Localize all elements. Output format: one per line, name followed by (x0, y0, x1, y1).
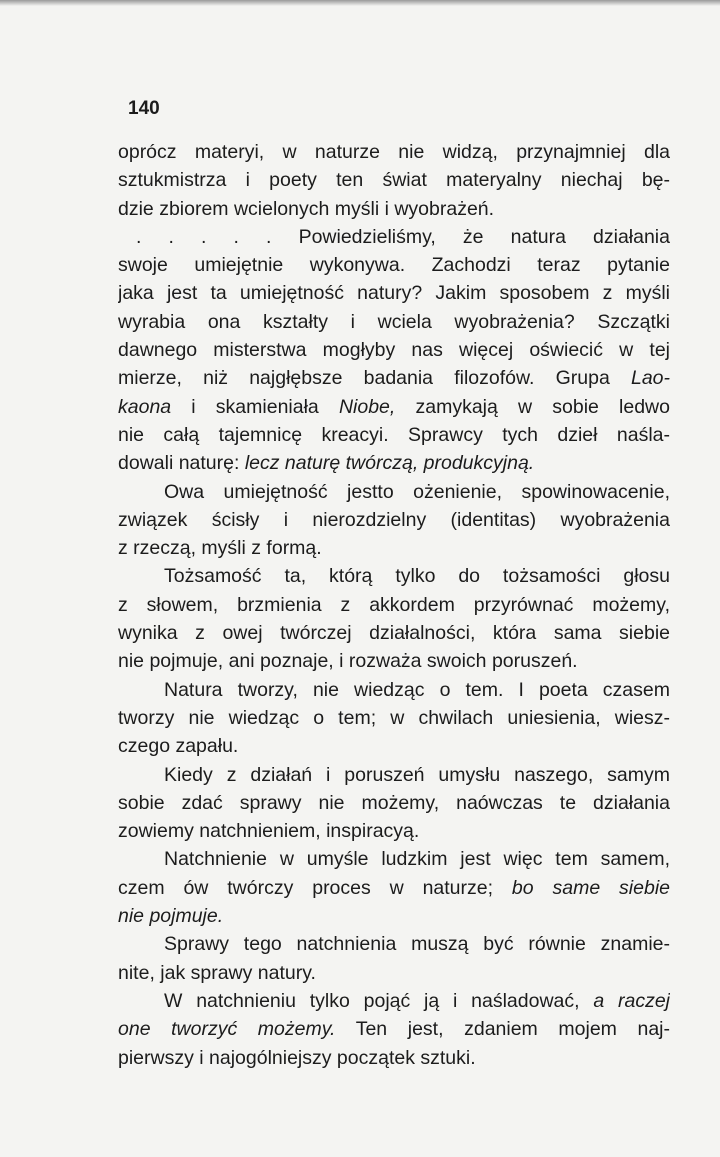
text-segment: wynika z owej twórczej działalności, która sama siebie (118, 622, 670, 645)
text-line (118, 619, 670, 647)
text-segment: mierze, niż najgłębsze badania filozofów. Grupa (118, 367, 631, 390)
text-segment: tworzy nie wiedząc o tem; w chwilach uniesienia, wiesz- (118, 706, 670, 729)
text-segment: z słowem, brzmienia z akkordem przyrównać możemy, (118, 593, 670, 616)
italic-text: a raczej (593, 989, 670, 1012)
text-line (118, 676, 670, 704)
text-line (118, 364, 670, 392)
text-line (118, 166, 670, 194)
text-line (118, 704, 670, 732)
text-segment: Natura tworzy, nie wiedząc o tem. I poeta czasem (164, 678, 670, 701)
text-segment: nie pojmuje, ani poznaje, i rozważa swoich poruszeń. (118, 650, 578, 673)
text-line (118, 761, 670, 789)
body-text (118, 138, 670, 1072)
text-line (118, 845, 670, 873)
text-line (118, 1015, 670, 1043)
text-segment: Owa umiejętność jestto ożenienie, spowinowacenie, (164, 480, 670, 503)
text-segment: sztukmistrza i poety ten świat materyalny niechaj bę- (118, 169, 670, 192)
italic-text: Niobe, (338, 395, 396, 418)
text-line (118, 930, 670, 958)
text-segment: zamykają w sobie ledwo (395, 395, 670, 418)
text-segment: z rzeczą, myśli z formą. (118, 537, 322, 560)
text-line (118, 987, 670, 1015)
text-line (118, 138, 670, 166)
text-line (118, 336, 670, 364)
text-segment: dowali naturę: (118, 452, 245, 475)
text-line (118, 478, 670, 506)
text-line (118, 308, 670, 336)
text-segment: czego zapału. (118, 735, 239, 758)
italic-text: one tworzyć możemy. (118, 1018, 336, 1041)
text-line (118, 591, 670, 619)
text-segment: Ten jest, zdaniem mojem naj- (335, 1018, 670, 1041)
page-top-edge (0, 0, 720, 6)
text-line (118, 393, 670, 421)
text-segment: pierwszy i najogólniejszy początek sztuki. (118, 1046, 476, 1069)
italic-text: bo same siebie (511, 876, 670, 899)
text-segment: zowiemy natchnieniem, inspiracyą. (118, 820, 420, 843)
text-line (118, 279, 670, 307)
text-segment: nite, jak sprawy natury. (118, 961, 316, 984)
page-number: 140 (128, 98, 160, 119)
text-line (118, 789, 670, 817)
italic-text: kaona (118, 395, 172, 418)
text-line (118, 732, 670, 760)
text-segment: czem ów twórczy proces w naturze; (118, 876, 512, 899)
italic-text: nie pojmuje. (118, 905, 224, 928)
text-line (118, 195, 670, 223)
text-segment: nie całą tajemnicę kreacyi. Sprawcy tych dzieł naśla- (118, 423, 670, 446)
text-segment: wyrabia ona kształty i wciela wyobrażenia? Szczątki (118, 310, 670, 333)
text-segment: Kiedy z działań i poruszeń umysłu naszego, samym (164, 763, 670, 786)
text-segment: Tożsamość ta, którą tylko do tożsamości głosu (164, 565, 670, 588)
text-segment: jaka jest ta umiejętność natury? Jakim sposobem z myśli (118, 282, 670, 305)
text-segment: dzie zbiorem wcielonych myśli i wyobrażeń. (118, 197, 495, 220)
text-segment: . . . . . Powiedzieliśmy, że natura działania (136, 225, 670, 248)
text-line (118, 562, 670, 590)
text-line (118, 223, 670, 251)
text-line (118, 874, 670, 902)
text-segment: Natchnienie w umyśle ludzkim jest więc tem samem, (164, 848, 670, 871)
text-segment: sobie zdać sprawy nie możemy, naówczas te działania (118, 791, 670, 814)
text-segment: związek ścisły i nierozdzielny (identitas) wyobrażenia (118, 508, 670, 531)
text-line (118, 421, 670, 449)
text-line (118, 506, 670, 534)
text-line (118, 251, 670, 279)
text-line (118, 959, 670, 987)
text-segment: i skamieniała (171, 395, 339, 418)
text-segment: Sprawy tego natchnienia muszą być równie znamie- (164, 933, 670, 956)
text-line (118, 1044, 670, 1072)
text-segment: dawnego misterstwa mogłyby nas więcej oświecić w tej (118, 339, 670, 362)
text-segment: swoje umiejętnie wykonywa. Zachodzi teraz pytanie (118, 254, 670, 277)
text-segment: W natchnieniu tylko pojąć ją i naśladować, (164, 989, 594, 1012)
text-line (118, 902, 670, 930)
italic-text: Lao- (630, 367, 670, 390)
text-line (118, 647, 670, 675)
text-line (118, 817, 670, 845)
text-segment: oprócz materyi, w naturze nie widzą, przynajmniej dla (118, 141, 670, 163)
italic-text: lecz naturę twórczą, produkcyjną. (244, 452, 535, 475)
text-line (118, 449, 670, 477)
text-line (118, 534, 670, 562)
